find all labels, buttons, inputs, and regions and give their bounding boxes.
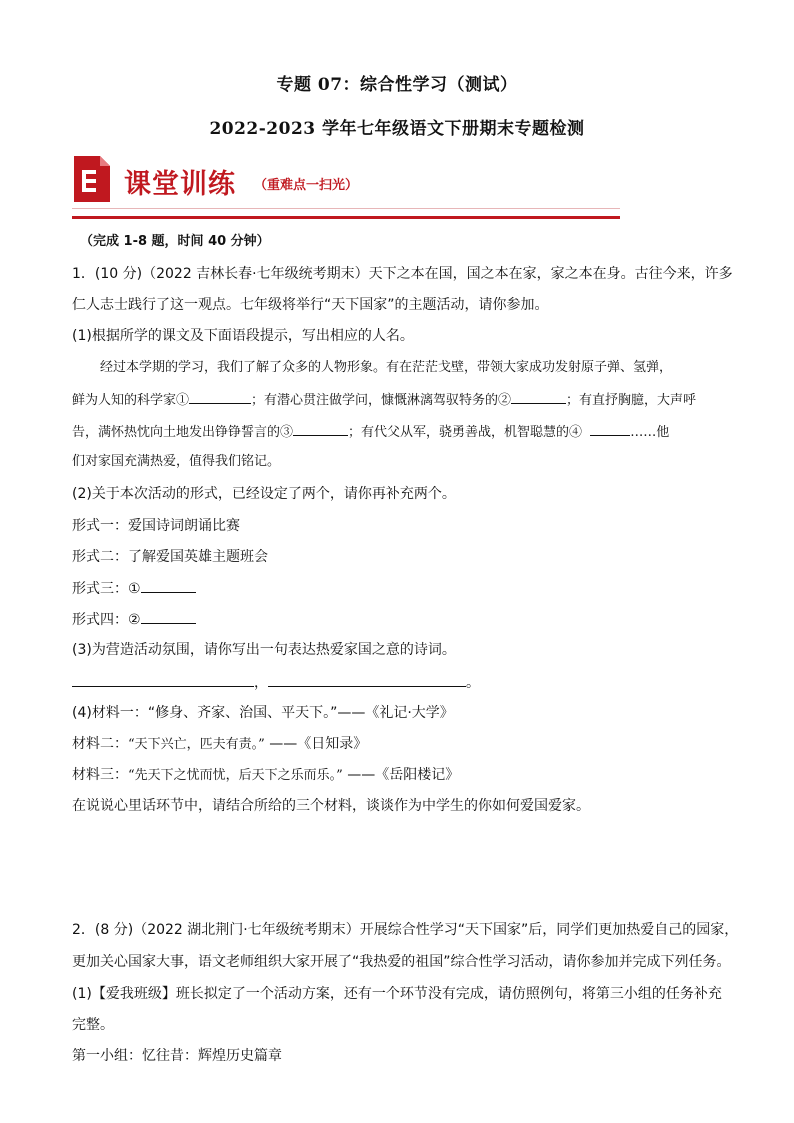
banner-subtitle: （重难点一扫光） (254, 178, 359, 193)
page-title: 专题 07：综合性学习（测试） (276, 75, 518, 95)
answer-blank-1[interactable] (189, 389, 251, 404)
answer-blank-form4[interactable] (141, 609, 196, 624)
answer-blank-form3[interactable] (141, 578, 196, 593)
banner-title: 课堂训练 (124, 169, 236, 200)
q1-passage-line1: 经过本学期的学习，我们了解了众多的人物形象。有在茫茫戈壁，带领大家成功发射原子弹、氢弹， (100, 360, 673, 375)
time-note: （完成 1-8 题，时间 40 分钟） (80, 234, 270, 249)
q1-material2: 材料二：“天下兴亡，匹夫有责。” ——《日知录》 (72, 736, 368, 752)
q1-poem-blanks: ， 。 (72, 672, 732, 693)
divider (72, 216, 620, 219)
q2-part1-line1: (1)【爱我班级】班长拟定了一个活动方案，还有一个环节没有完成，请仿照例句，将第三小组的任务补充 (72, 986, 722, 1002)
q2-part1-line2: 完整。 (72, 1017, 114, 1033)
divider-thin (72, 208, 620, 209)
q2-group1: 第一小组：忆往昔：辉煌历史篇章 (72, 1048, 282, 1064)
answer-blank-poem-1[interactable] (72, 672, 254, 687)
q2-intro-line2: 更加关心国家大事，语文老师组织大家开展了“我热爱的祖国”综合性学习活动，请你参加并完成下列任务。 (72, 954, 731, 970)
q1-form2: 形式二：了解爱国英雄主题班会 (72, 549, 268, 565)
q1-passage-line4: 们对家国充满热爱，值得我们铭记。 (72, 454, 281, 469)
answer-blank-3[interactable] (293, 421, 348, 436)
q1-form4: 形式四：② (72, 609, 732, 630)
q1-form3: 形式三：① (72, 578, 732, 599)
section-banner (72, 152, 632, 222)
answer-blank-poem-2[interactable] (268, 672, 466, 687)
page-subtitle: 2022-2023 学年七年级语文下册期末专题检测 (209, 119, 585, 139)
q1-intro-line2: 仁人志士践行了这一观点。七年级将举行“天下国家”的主题活动，请你参加。 (72, 297, 549, 313)
q1-passage-line3: 告，满怀热忱向土地发出铮铮誓言的③ ；有代父从军，骁勇善战，机智聪慧的④ ……他 (72, 421, 732, 443)
q1-part4: 在说说心里话环节中，请结合所给的三个材料，谈谈作为中学生的你如何爱国爱家。 (72, 798, 590, 814)
answer-blank-4[interactable] (590, 421, 630, 436)
q1-part2: (2)关于本次活动的形式，已经设定了两个，请你再补充两个。 (72, 486, 456, 502)
q1-material1: (4)材料一：“修身、齐家、治国、平天下。”——《礼记·大学》 (72, 705, 454, 721)
q2-intro-line1: 2．(8 分)（2022 湖北荆门·七年级统考期末）开展综合性学习“天下国家”后，同学们更加热爱自己的园家， (72, 922, 739, 938)
document-icon (72, 154, 112, 204)
q1-material3: 材料三：“先天下之忧而忧，后天下之乐而乐。” ——《岳阳楼记》 (72, 767, 460, 783)
q1-passage-line2: 鲜为人知的科学家① ；有潜心贯注做学问，慷慨淋漓驾驭特务的② ；有直抒胸臆，大声呼 (72, 389, 732, 411)
q1-intro-line1: 1．(10 分)（2022 吉林长春·七年级统考期末）天下之本在国，国之本在家，家之本在身。古往今来，许多 (72, 266, 733, 282)
answer-blank-2[interactable] (511, 389, 566, 404)
q1-part1: (1)根据所学的课文及下面语段提示，写出相应的人名。 (72, 328, 414, 344)
q1-form1: 形式一：爱国诗词朗诵比赛 (72, 518, 240, 534)
q1-part3: (3)为营造活动氛围，请你写出一句表达热爱家国之意的诗词。 (72, 642, 456, 658)
